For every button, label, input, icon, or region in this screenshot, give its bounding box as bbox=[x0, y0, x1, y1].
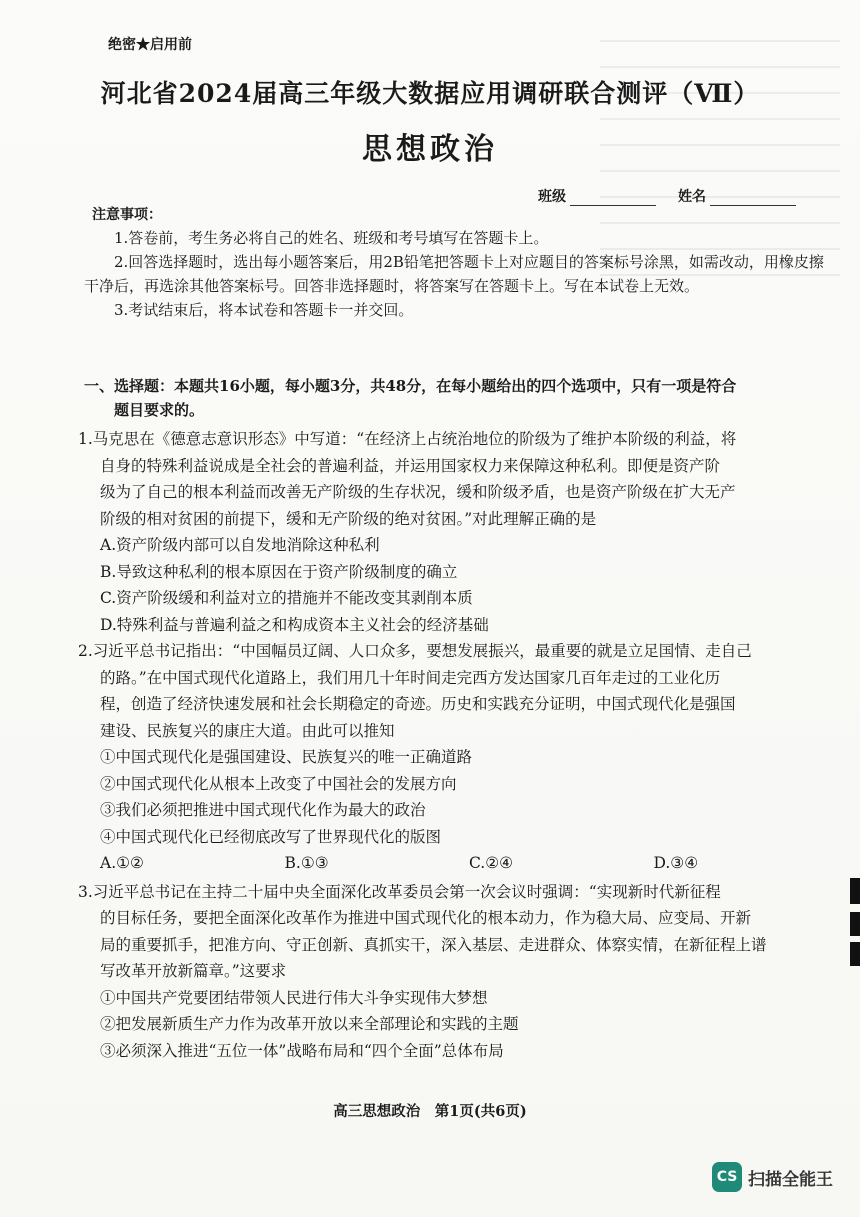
scanner-watermark bbox=[712, 1162, 833, 1192]
question-stem-line: 写改革开放新篇章。”这要求 bbox=[100, 962, 287, 980]
scan-edge-mark bbox=[850, 878, 860, 904]
scanner-app-name: 扫描全能王 bbox=[748, 1169, 833, 1190]
option: D.③④ bbox=[653, 854, 699, 872]
exam-title: 河北省2024届高三年级大数据应用调研联合测评（Ⅶ） bbox=[100, 79, 760, 108]
option: C.②④ bbox=[469, 854, 514, 872]
question-stem-line: 的目标任务，要把全面深化改革作为推进中国式现代化的根本动力，作为稳大局、应变局、开新 bbox=[100, 909, 752, 927]
statement: ③我们必须把推进中国式现代化作为最大的政治 bbox=[100, 801, 426, 819]
page-footer: 高三思想政治 第1页(共6页) bbox=[333, 1103, 527, 1120]
statement: ②把发展新质生产力作为改革开放以来全部理论和实践的主题 bbox=[100, 1015, 519, 1033]
question-stem-line: 的路。”在中国式现代化道路上，我们用几十年时间走完西方发达国家几百年走过的工业化历 bbox=[100, 668, 721, 687]
camscanner-logo-icon: CS bbox=[712, 1162, 742, 1192]
option: B.导致这种私利的根本原因在于资产阶级制度的确立 bbox=[100, 562, 458, 581]
statement: ③必须深入推进“五位一体”战略布局和“四个全面”总体布局 bbox=[100, 1041, 504, 1060]
scan-edge-mark bbox=[850, 942, 860, 966]
section-heading bbox=[84, 374, 836, 422]
class-blank bbox=[570, 191, 656, 206]
question-stem-line: 建设、民族复兴的康庄大道。由此可以推知 bbox=[100, 721, 395, 740]
option: B.①③ bbox=[284, 854, 329, 872]
question-stem-line: 自身的特殊利益说成是全社会的普遍利益，并运用国家权力来保障这种私利。即便是资产阶 bbox=[100, 456, 721, 475]
statement: ④中国式现代化已经彻底改写了世界现代化的版图 bbox=[100, 827, 442, 846]
scan-edge-mark bbox=[850, 912, 860, 936]
notice-item: 2.回答选择题时，选出每小题答案后，用2B铅笔把答题卡上对应题目的答案标号涂黑，如需改动，用橡皮擦干净后，再选涂其他答案标号。回答非选择题时，将答案写在答题卡上。写在本试卷上无效。 bbox=[84, 253, 824, 295]
question-2 bbox=[78, 638, 838, 877]
class-name-line bbox=[538, 186, 796, 206]
option: A.资产阶级内部可以自发地消除这种私利 bbox=[100, 536, 380, 554]
question-stem-line: 局的重要抓手，把准方向、守正创新、真抓实干，深入基层、走进群众、体察实情，在新征程上谱 bbox=[100, 935, 767, 954]
question-stem-line: 2.习近平总书记指出：“中国幅员辽阔、人口众多，要想发展振兴，最重要的就是立足国情、走自己 bbox=[78, 642, 752, 660]
question-1 bbox=[78, 426, 838, 638]
notice-list bbox=[84, 226, 824, 322]
statement: ②中国式现代化从根本上改变了中国社会的发展方向 bbox=[100, 774, 457, 793]
notice-heading: 注意事项： bbox=[92, 207, 162, 223]
statement: ①中国共产党要团结带领人民进行伟大斗争实现伟大梦想 bbox=[100, 988, 488, 1007]
notice-item: 3.考试结束后，将本试卷和答题卡一并交回。 bbox=[114, 301, 414, 319]
question-stem-line: 级为了自己的根本利益而改善无产阶级的生存状况，缓和阶级矛盾，也是资产阶级在扩大无产 bbox=[100, 483, 736, 501]
section-heading-line: 一、选择题：本题共16小题，每小题3分，共48分，在每小题给出的四个选项中，只有一项是符合 bbox=[84, 377, 737, 395]
section-heading-line: 题目要求的。 bbox=[114, 401, 205, 419]
secret-label: 绝密★启用前 bbox=[108, 37, 192, 53]
question-stem-line: 程，创造了经济快速发展和社会长期稳定的奇迹。历史和实践充分证明，中国式现代化是强国 bbox=[100, 695, 736, 713]
statement: ①中国式现代化是强国建设、民族复兴的唯一正确道路 bbox=[100, 748, 473, 766]
option-row bbox=[78, 850, 838, 877]
option: A.①② bbox=[100, 854, 144, 872]
name-label: 姓名 bbox=[678, 189, 706, 205]
name-blank bbox=[710, 191, 796, 206]
question-stem-line: 阶级的相对贫困的前提下，缓和无产阶级的绝对贫困。”对此理解正确的是 bbox=[100, 509, 597, 528]
question-stem-line: 1.马克思在《德意志意识形态》中写道：“在经济上占统治地位的阶级为了维护本阶级的利益，将 bbox=[78, 430, 737, 448]
class-label: 班级 bbox=[538, 189, 566, 205]
questions bbox=[78, 426, 838, 1064]
subject-title: 思想政治 bbox=[362, 132, 498, 167]
option: D.特殊利益与普遍利益之和构成资本主义社会的经济基础 bbox=[100, 615, 489, 634]
notice-item: 1.答卷前，考生务必将自己的姓名、班级和考号填写在答题卡上。 bbox=[114, 229, 549, 247]
question-3 bbox=[78, 879, 838, 1065]
option: C.资产阶级缓和利益对立的措施并不能改变其剥削本质 bbox=[100, 589, 473, 607]
question-stem-line: 3.习近平总书记在主持二十届中央全面深化改革委员会第一次会议时强调：“实现新时代新征程 bbox=[78, 882, 721, 901]
